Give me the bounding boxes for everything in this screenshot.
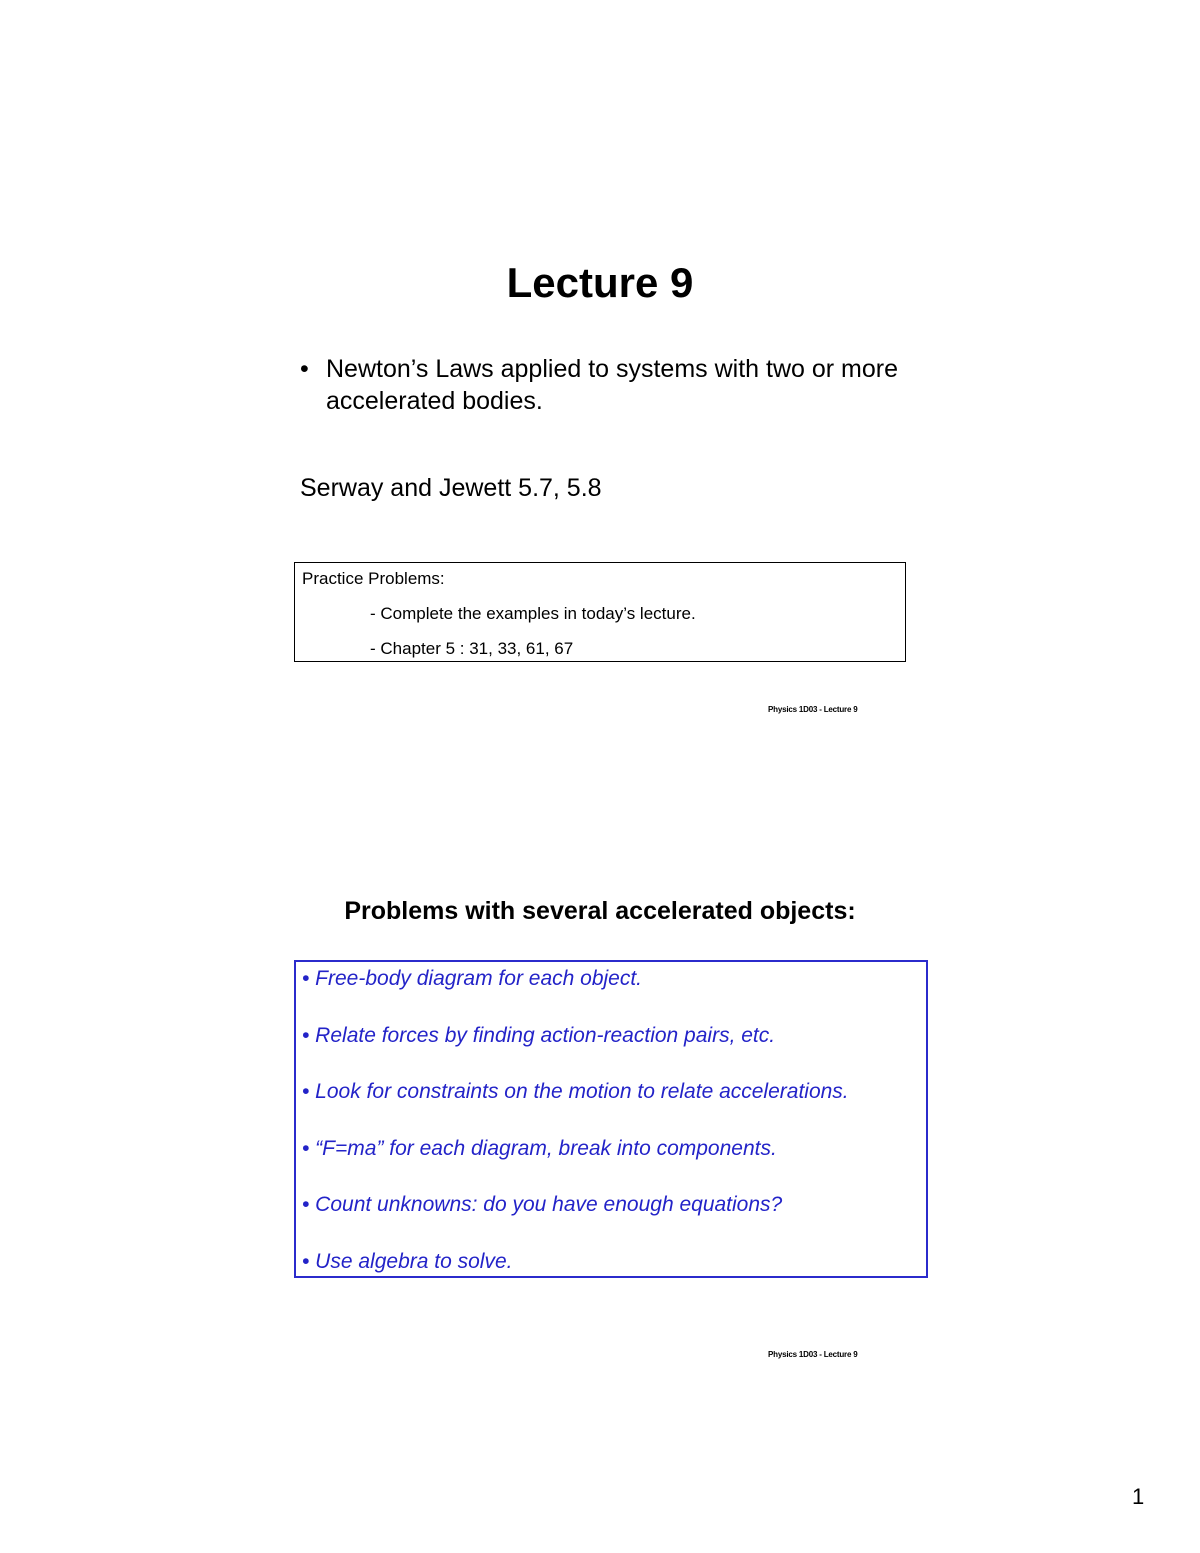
slide2-title: Problems with several accelerated objects: [344,897,856,925]
practice-item: - Complete the examples in today’s lecture. [370,604,696,623]
step-item: • Look for constraints on the motion to relate accelerations. [302,1080,849,1103]
step-item: • Free-body diagram for each object. [302,967,643,990]
step-item: • Count unknowns: do you have enough equations? [302,1193,783,1216]
practice-problems-heading: Practice Problems: [302,569,445,588]
slide1-bullet-text: Newton’s Laws applied to systems with two or more accelerated bodies. [326,355,898,415]
reading-reference: Serway and Jewett 5.7, 5.8 [300,474,602,502]
slide1-bullet [300,353,920,417]
step-item: • “F=ma” for each diagram, break into components. [302,1137,777,1160]
page-number: 1 [1132,1484,1145,1509]
practice-item: - Chapter 5 : 31, 33, 61, 67 [370,639,574,658]
step-item: • Use algebra to solve. [302,1250,513,1273]
bullet-marker: • [300,355,309,383]
step-item: • Relate forces by finding action-reaction pairs, etc. [302,1024,776,1047]
slide1-title: Lecture 9 [506,259,694,306]
slide2-footer: Physics 1D03 - Lecture 9 [768,1350,858,1359]
steps-box [294,960,928,1278]
slide1-footer: Physics 1D03 - Lecture 9 [768,705,858,714]
